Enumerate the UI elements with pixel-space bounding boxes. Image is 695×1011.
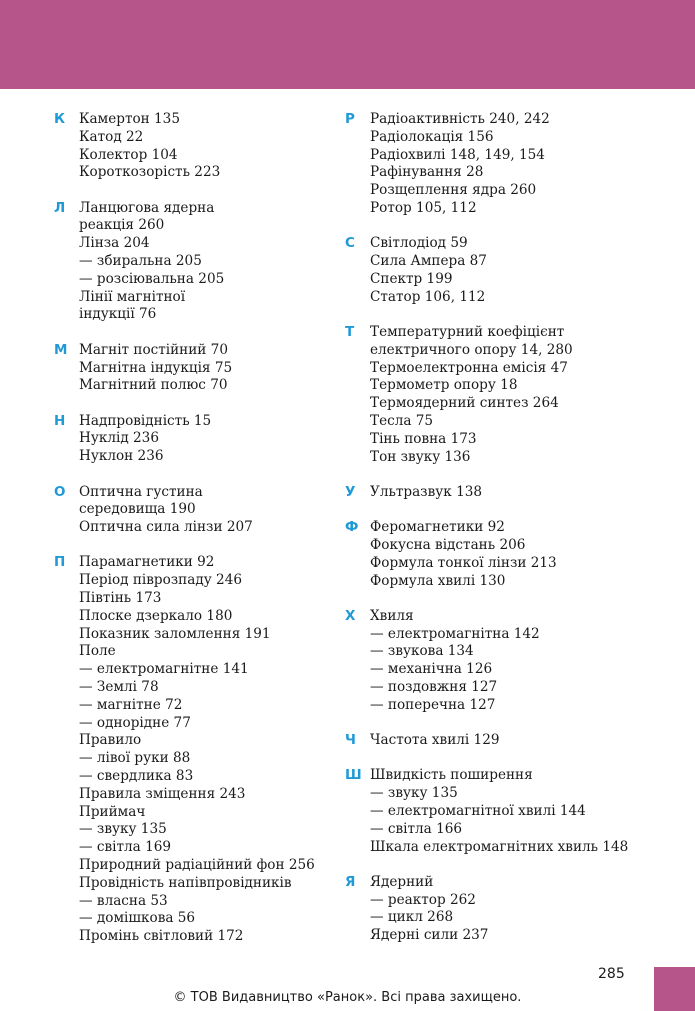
index-letter: Х xyxy=(345,607,356,624)
index-entries xyxy=(79,554,334,946)
index-entry: Лінза 204 xyxy=(79,235,150,252)
index-group xyxy=(345,874,675,945)
index-entries xyxy=(370,324,675,466)
index-group xyxy=(345,324,675,466)
index-entry: Катод 22 xyxy=(79,128,144,145)
index-entry: Лінії магнітної xyxy=(79,288,186,305)
index-group xyxy=(345,732,675,750)
index-entries xyxy=(370,111,675,218)
index-entry: — електромагнітної хвилі 144 xyxy=(370,803,586,819)
index-entry: — магнітне 72 xyxy=(79,696,183,713)
index-entry: Формула хвилі 130 xyxy=(370,572,506,589)
index-entry: Тесла 75 xyxy=(370,412,434,429)
index-letter: М xyxy=(54,341,68,358)
index-letter: П xyxy=(54,554,66,571)
index-entry: Магнітна індукція 75 xyxy=(79,359,233,376)
index-group xyxy=(345,111,675,218)
index-entry: середовища 190 xyxy=(79,501,196,518)
index-entry: — Землі 78 xyxy=(79,679,159,696)
index-entry: Шкала електромагнітних хвиль 148 xyxy=(370,838,629,855)
index-entry: Оптична сила лінзи 207 xyxy=(79,519,253,536)
index-entries xyxy=(79,413,334,466)
index-entries xyxy=(370,519,675,590)
index-entry: реакція 260 xyxy=(79,217,165,234)
index-entries xyxy=(370,608,675,715)
index-entry: Плоске дзеркало 180 xyxy=(79,607,233,624)
index-entry: Магнітний полюс 70 xyxy=(79,377,228,394)
index-entries xyxy=(370,874,675,945)
index-entry: Ланцюгова ядерна xyxy=(79,199,215,216)
index-entry: — звуку 135 xyxy=(79,821,167,838)
index-entry: — свердлика 83 xyxy=(79,768,194,784)
index-entry: Ядерний xyxy=(370,873,434,890)
index-letter: У xyxy=(345,483,356,500)
index-entry: Парамагнетики 92 xyxy=(79,554,215,571)
index-entry: — електромагнітне 141 xyxy=(79,661,249,678)
index-entry: Короткозорість 223 xyxy=(79,164,221,181)
index-entry: Ультразвук 138 xyxy=(370,483,483,500)
index-entry: Промінь світловий 172 xyxy=(79,928,244,945)
page-number: 285 xyxy=(598,966,625,982)
index-entry: Розщеплення ядра 260 xyxy=(370,182,537,199)
index-letter: Л xyxy=(54,199,66,216)
index-group xyxy=(345,484,675,502)
index-entry: електричного опору 14, 280 xyxy=(370,341,573,358)
index-letter: Ф xyxy=(345,519,359,536)
index-entry: Рафінування 28 xyxy=(370,164,484,181)
index-letter: Т xyxy=(345,323,355,340)
index-letter: Ш xyxy=(345,767,362,784)
index-entry: Термоелектронна емісія 47 xyxy=(370,359,568,376)
index-entry: Термоядерний синтез 264 xyxy=(370,395,559,412)
index-entry: Частота хвилі 129 xyxy=(370,732,500,749)
index-entry: — звуку 135 xyxy=(370,785,458,802)
index-entry: Швидкість поширення xyxy=(370,767,533,784)
index-entry: Радіоактивність 240, 242 xyxy=(370,111,550,127)
index-entry: Нуклід 236 xyxy=(79,430,159,447)
index-entry: Температурний коефіцієнт xyxy=(370,323,565,340)
index-group xyxy=(345,608,675,715)
index-entry: — лівої руки 88 xyxy=(79,750,191,767)
index-group xyxy=(345,767,675,856)
index-entry: — власна 53 xyxy=(79,892,168,909)
index-entry: — електромагнітна 142 xyxy=(370,625,540,642)
index-entry: Радіолокація 156 xyxy=(370,128,494,145)
index-entry: Поле xyxy=(79,643,116,660)
index-entry: Сила Ампера 87 xyxy=(370,253,487,270)
index-entry: — збиральна 205 xyxy=(79,253,202,270)
index-group xyxy=(345,519,675,590)
index-entry: Приймач xyxy=(79,803,146,820)
index-letter: С xyxy=(345,235,355,252)
index-letter: Р xyxy=(345,111,355,127)
index-entry: Півтінь 173 xyxy=(79,590,162,607)
index-column-right xyxy=(345,111,675,963)
index-entry: Тон звуку 136 xyxy=(370,448,471,465)
index-group xyxy=(54,200,334,325)
index-entry: Феромагнетики 92 xyxy=(370,519,505,536)
index-entry: — однорідне 77 xyxy=(79,714,191,731)
index-entry: Колектор 104 xyxy=(79,146,178,163)
index-entry: Статор 106, 112 xyxy=(370,288,486,305)
index-entries xyxy=(79,200,334,325)
header-band xyxy=(0,0,695,89)
index-entry: Правила зміщення 243 xyxy=(79,785,246,802)
index-entries xyxy=(370,235,675,306)
index-letter: К xyxy=(54,111,66,127)
index-entry: — домішкова 56 xyxy=(79,910,196,927)
index-entry: Ядерні сили 237 xyxy=(370,927,489,944)
index-column-left xyxy=(54,111,334,963)
index-entry: Хвиля xyxy=(370,607,414,624)
index-entry: Тінь повна 173 xyxy=(370,430,477,447)
index-entries xyxy=(370,732,675,750)
index-entry: — реактор 262 xyxy=(370,891,476,908)
index-entry: — світла 166 xyxy=(370,820,463,837)
copyright-notice: © ТОВ Видавництво «Ранок». Всі права захищено. xyxy=(173,990,522,1005)
index-entry: — поперечна 127 xyxy=(370,696,496,713)
index-letter: О xyxy=(54,483,66,500)
index-entry: Провідність напівпровідників xyxy=(79,874,292,891)
index-group xyxy=(54,413,334,466)
index-entry: Магніт постійний 70 xyxy=(79,341,228,358)
index-entry: Природний радіаційний фон 256 xyxy=(79,856,315,873)
index-entry: Ротор 105, 112 xyxy=(370,199,477,216)
index-entry: Світлодіод 59 xyxy=(370,235,468,252)
index-entries xyxy=(370,484,675,502)
index-entry: Фокусна відстань 206 xyxy=(370,536,526,553)
index-entry: Показник заломлення 191 xyxy=(79,625,271,642)
index-group xyxy=(345,235,675,306)
index-group xyxy=(54,111,334,182)
index-entry: Період піврозпаду 246 xyxy=(79,572,242,589)
index-group xyxy=(54,554,334,946)
index-group xyxy=(54,342,334,395)
index-entries xyxy=(79,111,334,182)
index-entry: Термометр опору 18 xyxy=(370,377,518,394)
index-letter: Н xyxy=(54,412,66,429)
index-entry: Формула тонкої лінзи 213 xyxy=(370,554,557,571)
index-entry: — механічна 126 xyxy=(370,661,493,678)
index-letter: Я xyxy=(345,873,356,890)
index-entry: Камертон 135 xyxy=(79,111,180,127)
index-entry: Надпровідність 15 xyxy=(79,412,212,429)
index-entry: Спектр 199 xyxy=(370,270,453,287)
index-entries xyxy=(79,342,334,395)
index-group xyxy=(54,484,334,537)
index-entry: — розсіювальна 205 xyxy=(79,270,225,287)
index-entry: — цикл 268 xyxy=(370,909,454,926)
index-entries xyxy=(370,767,675,856)
index-entry: Нуклон 236 xyxy=(79,448,164,465)
index-letter: Ч xyxy=(345,732,356,749)
index-entry: — світла 169 xyxy=(79,839,172,856)
index-entry: Оптична густина xyxy=(79,483,203,500)
index-entry: — звукова 134 xyxy=(370,643,474,660)
index-entry: — поздовжня 127 xyxy=(370,679,498,696)
index-entries xyxy=(79,484,334,537)
index-entry: Правило xyxy=(79,732,142,749)
index-entry: індукції 76 xyxy=(79,306,157,323)
index-entry: Радіохвилі 148, 149, 154 xyxy=(370,146,545,163)
